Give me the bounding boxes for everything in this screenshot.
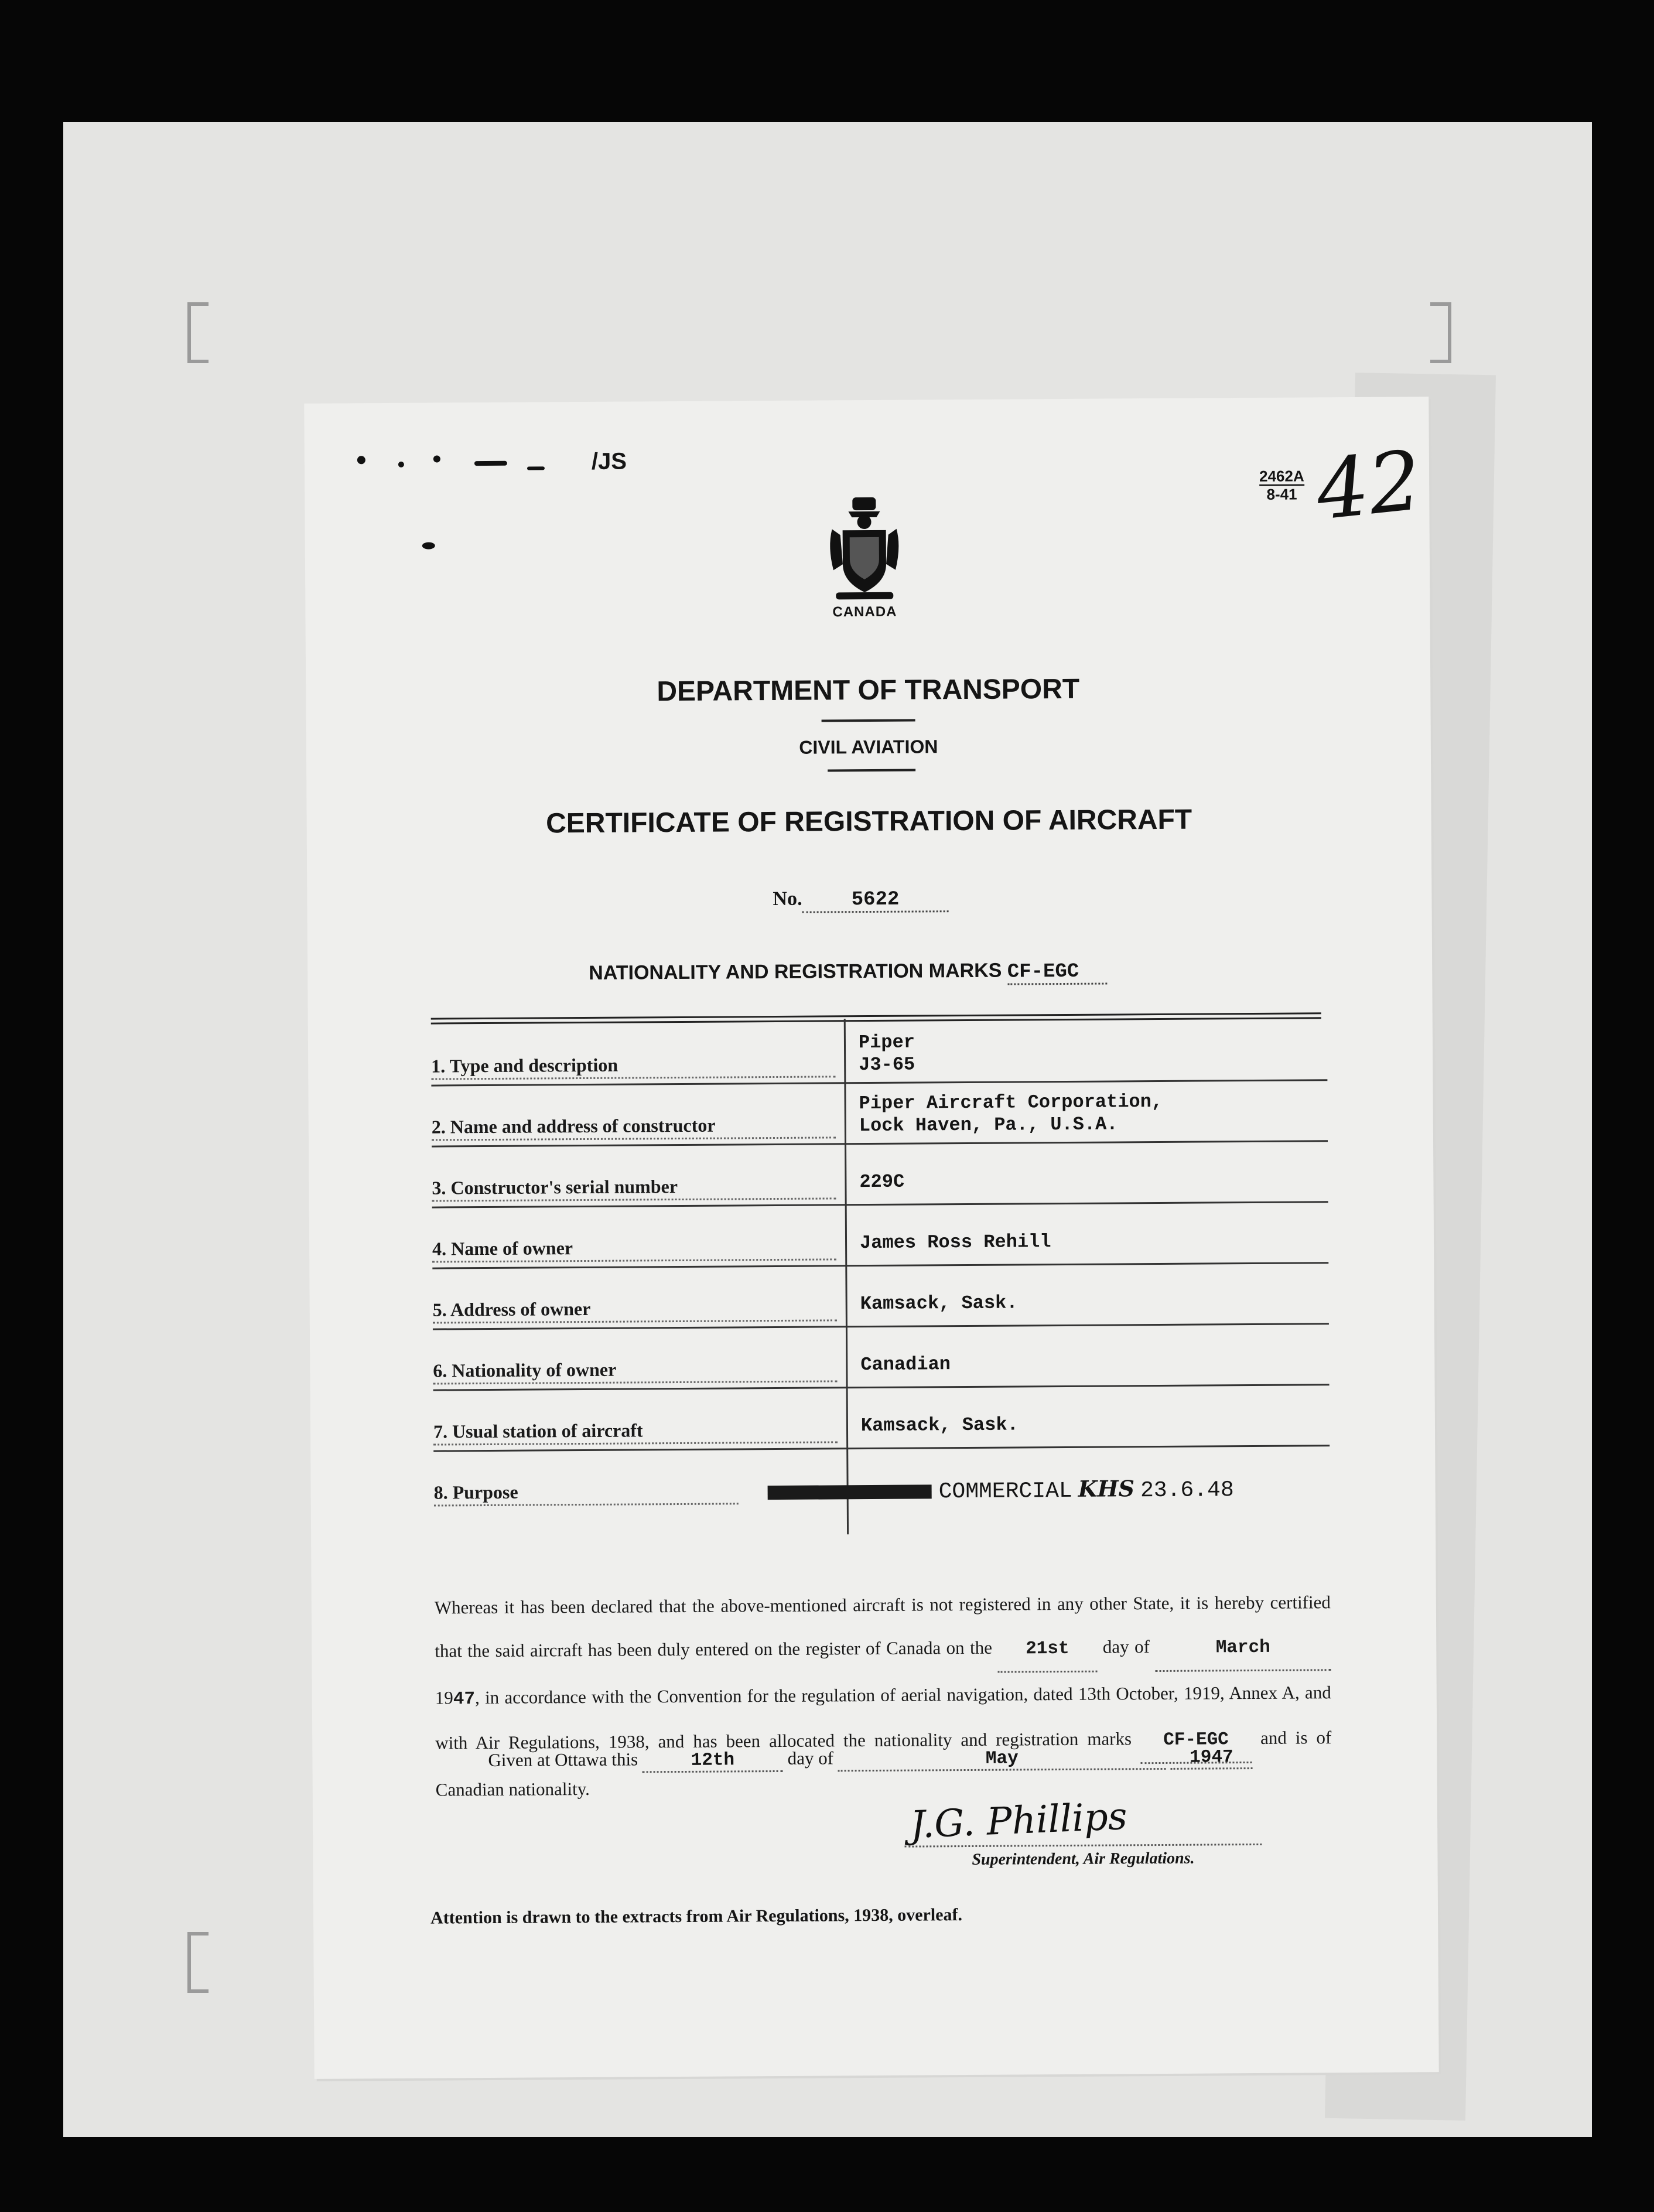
signature: J.G. Phillips	[909, 1794, 1128, 1848]
registration-marks: CF-EGC	[1140, 1718, 1252, 1764]
field-value: Piper J3-65	[858, 1031, 915, 1076]
coat-of-arms-icon	[820, 494, 908, 606]
entered-year: 47	[453, 1689, 476, 1710]
field-label: 6. Nationality of owner	[433, 1357, 837, 1384]
given-month: May	[838, 1747, 1166, 1771]
given-day: 12th	[643, 1750, 783, 1773]
field-value: Canadian	[860, 1353, 951, 1376]
given-line: Given at Ottawa this 12th day of May 1947	[488, 1745, 1252, 1774]
field-label: 1. Type and description	[431, 1053, 835, 1080]
certificate-number-value: 5622	[802, 888, 948, 913]
entered-day: 21st	[997, 1627, 1097, 1673]
ink-speck	[357, 456, 365, 464]
field-value: Piper Aircraft Corporation, Lock Haven, Pa., U.S.A.	[859, 1090, 1163, 1137]
certificate-title: CERTIFICATE OF REGISTRATION OF AIRCRAFT	[545, 804, 1192, 839]
field-row-owner-name	[432, 1201, 1329, 1269]
redacted-text	[768, 1484, 932, 1500]
certificate-number: No. 5622	[773, 887, 948, 913]
amendment-date: 23.6.48	[1140, 1477, 1234, 1504]
field-label: 2. Name and address of constructor	[432, 1114, 836, 1141]
field-row-purpose	[433, 1445, 1330, 1511]
ink-speck	[527, 466, 545, 470]
department-heading: DEPARTMENT OF TRANSPORT	[657, 673, 1080, 708]
field-value: Kamsack, Sask.	[860, 1414, 1019, 1437]
field-row-owner-address	[432, 1262, 1329, 1330]
divider	[822, 719, 915, 722]
certificate-page	[304, 397, 1438, 2079]
division-heading: CIVIL AVIATION	[799, 736, 938, 758]
file-reference: /JS	[591, 448, 627, 475]
field-row-constructor	[431, 1079, 1328, 1147]
frame-corner-mark	[187, 302, 209, 363]
ink-speck	[433, 455, 440, 462]
form-code: 2462A 8-41	[1259, 467, 1304, 503]
given-year: 1947	[1170, 1747, 1252, 1770]
field-value: Kamsack, Sask.	[860, 1292, 1018, 1315]
frame-corner-mark	[187, 1932, 209, 1993]
field-row-owner-nationality	[433, 1323, 1330, 1391]
field-row-type	[431, 1018, 1328, 1086]
ink-speck	[422, 542, 435, 549]
ink-speck	[398, 462, 404, 467]
field-label: 8. Purpose	[434, 1480, 739, 1506]
field-row-serial	[432, 1140, 1328, 1208]
pencil-page-number: 42	[1311, 433, 1426, 539]
frame-corner-mark	[1430, 302, 1451, 363]
field-label: 3. Constructor's serial number	[432, 1175, 836, 1201]
certificate-body: Whereas it has been declared that the above-mentioned aircraft is not registered in any other State, it is hereby certified that the said aircraft has been duly entered on the register of Canada on the 21st day of March 1947, in accordance with the Convention for the regulation of aerial navigation, dated 13th October, 1919, Annex A, and with Air Regulations, 1938, and has been allocated the nationality and registration marks CF-EGC and is of Canadian nationality.	[434, 1592, 1332, 1800]
divider	[828, 769, 915, 772]
entered-month: March	[1155, 1626, 1331, 1672]
microfilm-mount	[63, 122, 1592, 2137]
nationality-marks-value: CF-EGC	[1007, 961, 1107, 985]
field-row-station	[433, 1384, 1330, 1452]
nationality-marks-line: NATIONALITY AND REGISTRATION MARKS CF-EGC	[589, 959, 1107, 988]
ink-speck	[474, 461, 507, 466]
attention-note: Attention is drawn to the extracts from Air Regulations, 1938, overleaf.	[430, 1905, 963, 1928]
field-label: 5. Address of owner	[433, 1296, 837, 1323]
field-value: 229C	[859, 1170, 905, 1193]
field-value: James Ross Rehill	[859, 1231, 1051, 1254]
field-value: COMMERCIAL KHS 23.6.48	[768, 1477, 1234, 1504]
amendment-initials: KHS	[1078, 1475, 1135, 1502]
field-label: 4. Name of owner	[432, 1235, 836, 1262]
crest-caption: CANADA	[832, 603, 897, 620]
signature-title: Superintendent, Air Regulations.	[904, 1844, 1262, 1870]
field-label: 7. Usual station of aircraft	[433, 1418, 838, 1445]
